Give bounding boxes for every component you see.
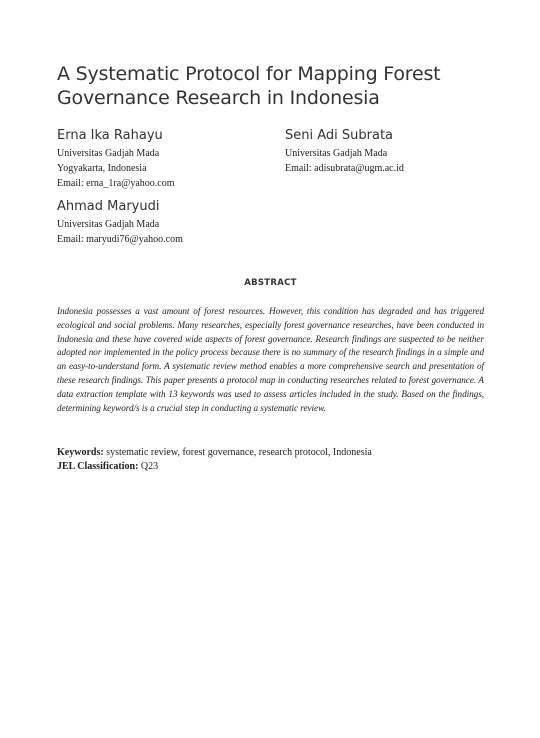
author-email: Email: maryudi76@yahoo.com — [57, 234, 183, 245]
abstract-heading: ABSTRACT — [244, 278, 297, 288]
keywords-value: systematic review, forest governance, research protocol, Indonesia — [103, 447, 372, 458]
paper-title — [57, 62, 484, 110]
keywords-line — [57, 446, 484, 460]
author-affiliation: Universitas Gadjah Mada — [285, 148, 388, 159]
author-block-3 — [57, 199, 183, 247]
author-name: Erna Ika Rahayu — [57, 128, 163, 143]
paper-title-line-2: Governance Research in Indonesia — [57, 87, 380, 109]
author-block-1 — [57, 128, 175, 191]
author-location: Yogyakarta, Indonesia — [57, 163, 147, 174]
author-email: Email: adisubrata@ugm.ac.id — [285, 163, 404, 174]
paper-title-line-1: A Systematic Protocol for Mapping Forest — [57, 63, 441, 85]
author-affiliation: Universitas Gadjah Mada — [57, 219, 160, 230]
paper-page — [57, 0, 484, 738]
jel-label: JEL Classification: — [57, 461, 139, 472]
jel-classification-line — [57, 460, 484, 474]
keywords-label: Keywords: — [57, 447, 104, 458]
author-affiliation: Universitas Gadjah Mada — [57, 148, 160, 159]
abstract-body: Indonesia possesses a vast amount of forest resources. However, this condition has degraded and has triggered ecological and social problems. Many researches, especially forest governance researches, have been conducted in Indonesia and these have covered wide aspects of forest governance. Research findings are suspected to be neither adopted nor implemented in the policy process because there is no summary of the research findings in a simple and an easy-to-understand form. A systematic review method enables a more comprehensive search and presentation of these research findings. This paper presents a protocol map in conducting researches related to forest governance. A data extraction template with 13 keywords was used to assess articles included in the study. Based on the findings, determining keyword/s is a crucial step in conducting a systematic review. — [57, 306, 484, 413]
author-email: Email: erna_1ra@yahoo.com — [57, 178, 175, 189]
author-name: Ahmad Maryudi — [57, 199, 160, 214]
jel-value: Q23 — [138, 461, 159, 472]
author-block-2 — [285, 128, 404, 176]
author-name: Seni Adi Subrata — [285, 128, 394, 143]
